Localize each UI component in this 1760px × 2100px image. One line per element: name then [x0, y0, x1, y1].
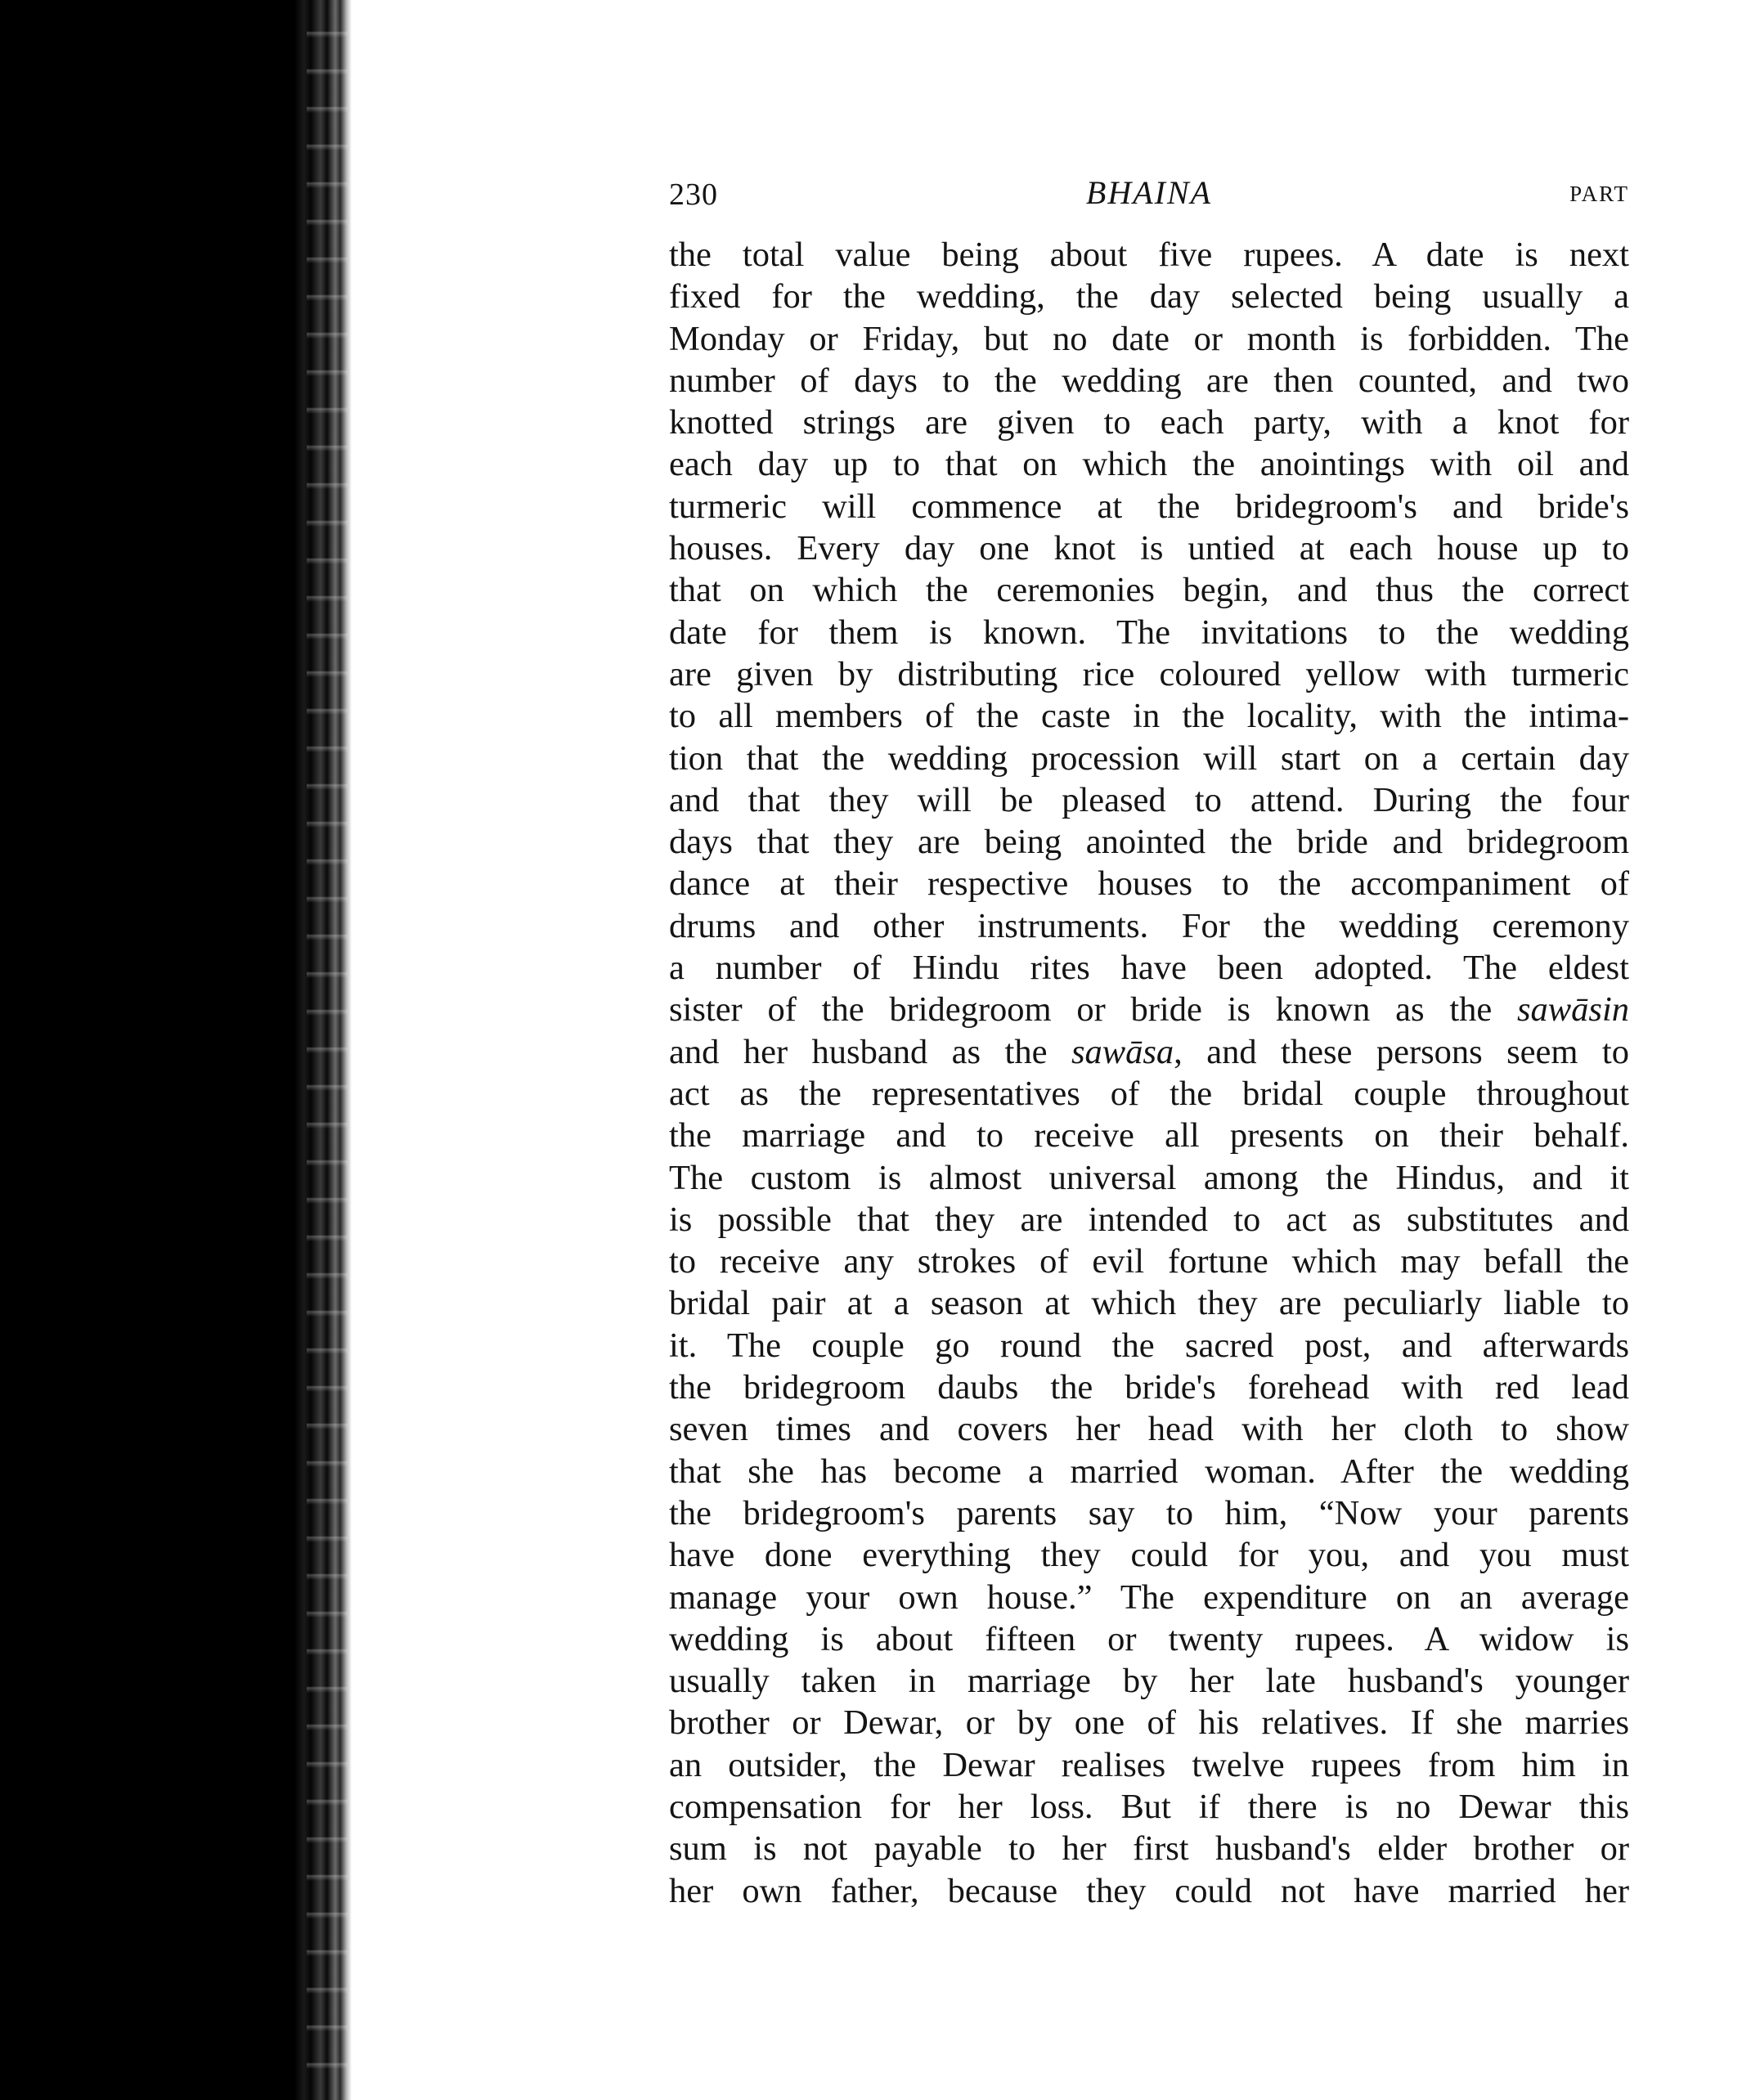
text-line: dance at their respective houses to the accompaniment of	[669, 864, 1629, 904]
text-line: that she has become a married woman. After the wedding	[669, 1452, 1629, 1491]
text-line: bridal pair at a season at which they are peculiarly liable to	[669, 1284, 1629, 1323]
text-line-with-term	[669, 989, 1629, 1030]
text-line: an outsider, the Dewar realises twelve rupees from him in	[669, 1745, 1629, 1784]
text-line: to all members of the caste in the locality, with the intima-	[669, 697, 1629, 736]
text-line: wedding is about fifteen or twenty rupees. A widow is	[669, 1619, 1629, 1658]
binding-edge	[0, 0, 352, 2100]
binding-streaks	[307, 0, 348, 2100]
page-number: 230	[669, 177, 718, 212]
text-line: seven times and covers her head with her cloth to show	[669, 1410, 1629, 1449]
text-line: usually taken in marriage by her late husband's younger	[669, 1662, 1629, 1701]
text-line: is possible that they are intended to act as substitutes and	[669, 1200, 1629, 1239]
italic-term-sawasin: sawāsin	[1517, 990, 1629, 1030]
text-line-with-term	[669, 1031, 1629, 1073]
text-line: days that they are being anointed the bride and bridegroom	[669, 823, 1629, 862]
text-line: the total value being about five rupees. A date is next	[669, 236, 1629, 274]
part-label: PART	[1569, 182, 1629, 206]
page-header	[669, 170, 1629, 216]
text-line: that on which the ceremonies begin, and thus the correct	[669, 571, 1629, 610]
text-line: manage your own house.” The expenditure on an average	[669, 1577, 1629, 1617]
italic-term-sawasa: sawāsa	[1071, 1032, 1174, 1071]
running-title: BHAINA	[1085, 174, 1213, 211]
text-line: and that they will be pleased to attend. During the four	[669, 780, 1629, 819]
text-line: her own father, because they could not have married her	[669, 1871, 1629, 1910]
text-line: are given by distributing rice coloured yellow with turmeric	[669, 654, 1629, 693]
text-line: sum is not payable to her first husband's elder brother or	[669, 1829, 1629, 1869]
text-line: a number of Hindu rites have been adopted. The eldest	[669, 949, 1629, 988]
text-line: it. The couple go round the sacred post, and afterwards	[669, 1326, 1629, 1365]
text-line: the marriage and to receive all presents on their behalf.	[669, 1116, 1629, 1155]
text-line: have done everything they could for you, and you must	[669, 1536, 1629, 1575]
text-line: turmeric will commence at the bridegroom's and bride's	[669, 487, 1629, 526]
text-line: houses. Every day one knot is untied at each house up to	[669, 529, 1629, 568]
text-line: to receive any strokes of evil fortune which may befall the	[669, 1242, 1629, 1281]
text-line: number of days to the wedding are then counted, and two	[669, 361, 1629, 400]
text-line: the bridegroom's parents say to him, “Now your parents	[669, 1493, 1629, 1532]
body-text	[669, 234, 1629, 1912]
text-line: fixed for the wedding, the day selected being usually a	[669, 277, 1629, 316]
text-line: the bridegroom daubs the bride's forehead with red lead	[669, 1368, 1629, 1407]
text-line: tion that the wedding procession will start on a certain day	[669, 738, 1629, 778]
line-text: and her husband as the	[669, 1032, 1071, 1071]
line-text: , and these persons seem to	[1174, 1032, 1629, 1071]
text-line: compensation for her loss. But if there is no Dewar this	[669, 1787, 1629, 1826]
text-line: knotted strings are given to each party, with a knot for	[669, 403, 1629, 442]
text-line: Monday or Friday, but no date or month is forbidden. The	[669, 319, 1629, 358]
text-line: date for them is known. The invitations to the wedding	[669, 612, 1629, 652]
text-line: drums and other instruments. For the wedding ceremony	[669, 906, 1629, 945]
line-text: sister of the bridegroom or bride is known as the	[669, 990, 1518, 1030]
text-line: The custom is almost universal among the Hindus, and it	[669, 1158, 1629, 1197]
text-line: act as the representatives of the bridal couple throughout	[669, 1074, 1629, 1113]
text-line: each day up to that on which the anointings with oil and	[669, 445, 1629, 484]
text-line: brother or Dewar, or by one of his relatives. If she marries	[669, 1703, 1629, 1743]
